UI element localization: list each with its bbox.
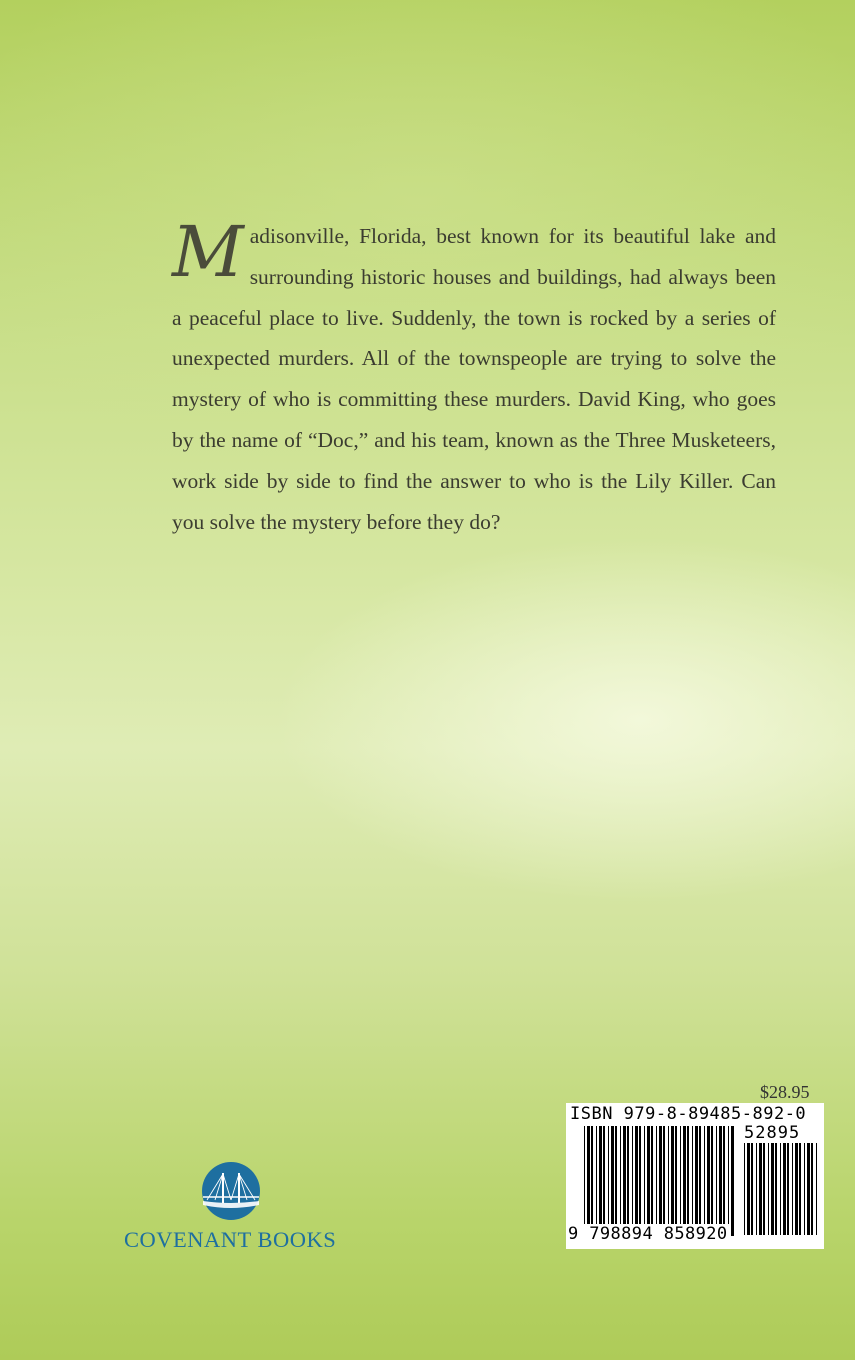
- barcode-stripe: [799, 1143, 801, 1235]
- barcode-stripe: [744, 1143, 745, 1235]
- barcode-stripe: [771, 1143, 774, 1235]
- barcode-stripe: [723, 1126, 725, 1236]
- barcode-stripe: [816, 1143, 817, 1235]
- barcode-stripe: [695, 1126, 698, 1236]
- barcode-stripe: [811, 1143, 813, 1235]
- barcode-stripe: [651, 1126, 653, 1236]
- barcode-stripe: [627, 1126, 629, 1236]
- isbn-barcode: [566, 1103, 824, 1249]
- barcode-stripe: [584, 1126, 585, 1236]
- barcode-stripe: [647, 1126, 650, 1236]
- publisher-name: COVENANT BOOKS: [124, 1227, 337, 1252]
- barcode-stripe: [596, 1126, 597, 1236]
- barcode-stripe: [587, 1126, 590, 1236]
- barcode-stripe: [611, 1126, 614, 1236]
- barcode-stripe: [656, 1126, 657, 1236]
- barcode-stripe: [659, 1126, 662, 1236]
- barcode-stripe: [783, 1143, 786, 1235]
- barcode-stripe: [704, 1126, 705, 1236]
- barcode-stripe: [663, 1126, 665, 1236]
- barcode-stripe: [692, 1126, 693, 1236]
- barcode-stripe: [671, 1126, 674, 1236]
- barcode-stripe: [807, 1143, 810, 1235]
- barcode-stripe: [795, 1143, 798, 1235]
- barcode-stripe: [635, 1126, 638, 1236]
- barcode-stripe: [763, 1143, 765, 1235]
- barcode-stripe: [623, 1126, 626, 1236]
- barcode-stripe: [728, 1126, 729, 1236]
- barcode-stripe: [620, 1126, 621, 1236]
- barcode-stripe: [775, 1143, 777, 1235]
- barcode-stripe: [804, 1143, 805, 1235]
- blurb-text: adisonville, Florida, best known for its beautiful lake and surrounding historic houses and buildings, had always been a peaceful place to live. Suddenly, the town is rocked by a series of unexpected murders. All of the townspeople are trying to solve the mystery of who is committing these murders. David King, who goes by the name of “Doc,” and his team, known as the Three Musketeers, work side by side to find the answer to who is the Lily Killer. Can you solve the mystery before they do?: [172, 224, 776, 534]
- barcode-stripe: [603, 1126, 605, 1236]
- ean-barcode-bars: [584, 1126, 734, 1236]
- barcode-stripe: [756, 1143, 757, 1235]
- barcode-stripe: [615, 1126, 617, 1236]
- barcode-stripe: [787, 1143, 789, 1235]
- barcode-stripe: [632, 1126, 633, 1236]
- barcode-stripe: [719, 1126, 722, 1236]
- barcode-stripe: [668, 1126, 669, 1236]
- barcode-stripe: [675, 1126, 677, 1236]
- barcode-stripe: [780, 1143, 781, 1235]
- barcode-stripe: [711, 1126, 713, 1236]
- cover-blurb: [172, 211, 776, 542]
- barcode-stripe: [599, 1126, 602, 1236]
- barcode-stripe: [707, 1126, 710, 1236]
- barcode-stripe: [644, 1126, 645, 1236]
- addon-code: 52895: [744, 1123, 801, 1143]
- barcode-stripe: [591, 1126, 593, 1236]
- barcode-stripe: [731, 1126, 734, 1236]
- barcode-stripe: [680, 1126, 681, 1236]
- isbn-label: ISBN 979-8-89485-892-0: [570, 1104, 807, 1124]
- bridge-emblem-icon: [201, 1161, 261, 1221]
- drop-cap: M: [172, 211, 244, 293]
- barcode-stripe: [792, 1143, 793, 1235]
- barcode-stripe: [747, 1143, 750, 1235]
- price-label: $28.95: [760, 1082, 810, 1102]
- barcode-stripe: [639, 1126, 641, 1236]
- ean-digits: 9 798894 858920: [568, 1224, 728, 1244]
- barcode-stripe: [768, 1143, 769, 1235]
- barcode-stripe: [683, 1126, 686, 1236]
- barcode-stripe: [751, 1143, 753, 1235]
- barcode-stripe: [716, 1126, 717, 1236]
- barcode-stripe: [608, 1126, 609, 1236]
- barcode-stripe: [759, 1143, 762, 1235]
- barcode-stripe: [687, 1126, 689, 1236]
- addon-barcode-bars: [744, 1143, 818, 1235]
- barcode-stripe: [699, 1126, 701, 1236]
